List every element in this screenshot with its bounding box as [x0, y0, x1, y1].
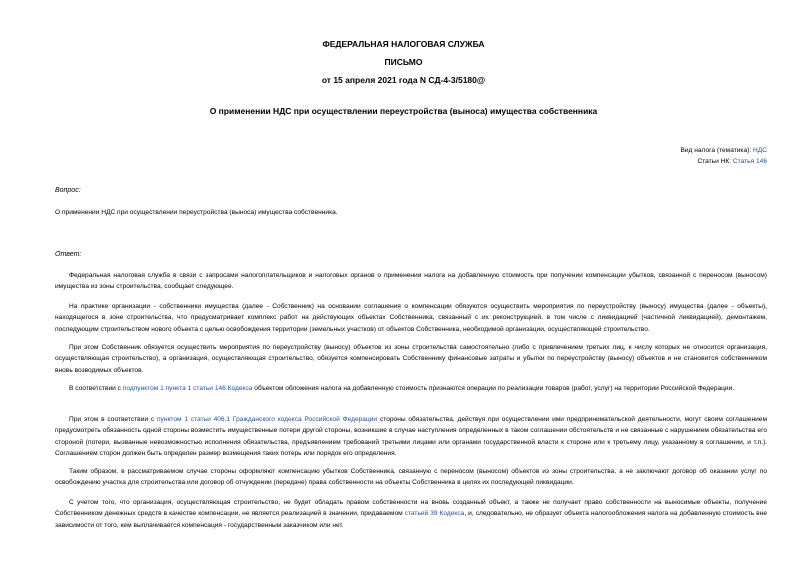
- p7-text-b: , и, следовательно, не образует объекта налогообложения налога на добавленную стоимость вне зависимости от того, кем выплачивается компенсация - государственным заказчиком или нет.: [55, 510, 767, 529]
- question-text: О применении НДС при осуществлении переустройства (выноса) имущества собственника.: [55, 209, 338, 216]
- doc-subject: О применении НДС при осуществлении переустройства (выноса) имущества собственника: [209, 106, 598, 116]
- answer-paragraph-5: [55, 414, 767, 459]
- tax-articles-line: [697, 158, 767, 165]
- agency-title: ФЕДЕРАЛЬНАЯ НАЛОГОВАЯ СЛУЖБА: [322, 39, 485, 49]
- tax-articles-link[interactable]: Статья 146: [732, 158, 767, 165]
- answer-paragraph-6: Таким образом, в рассматриваемом случае стороны оформляют компенсацию убытков Собственника, связанную с переносом (выносом) объектов из зоны строительства, а не заключают договор об оказании услуг по освобождению участка для строительства или договор об отчуждении (передаче) права собственности на объекты Собственника в целях их последующей ликвидации.: [55, 468, 767, 487]
- p4-text-b: объектом обложения налога на добавленную стоимость признаются операции по реализации товаров (работ, услуг) на территории Российской Федерации.: [252, 385, 735, 392]
- answer-paragraph-7: [55, 497, 767, 531]
- doc-date-number: от 15 апреля 2021 года N СД-4-3/5180@: [321, 75, 486, 85]
- p5-link[interactable]: пунктом 1 статьи 406.1 Гражданского кодекса Российской Федерации: [156, 416, 378, 423]
- p5-text-b: стороны обязательства, действуя при осуществлении ими предпринимательской деятельности, могут своим соглашением предусмотреть обязанность одной стороны возместить имущественные потери другой стороны, возникшие в случае наступления определенных в таком соглашении обстоятельств и не связанные с нарушением обязательства его стороной (потери, вызванные невозможностью исполнения обязательства, предъявлением требований третьими лицами или органами государственной власти к стороне или к третьему лицу, указанному в соглашении, и т.п.). Соглашением сторон должен быть определен размер возмещения таких потерь или порядок его определения.: [55, 416, 767, 457]
- tax-type-link[interactable]: НДС: [753, 147, 767, 154]
- p5-text-a: При этом в соответствии с: [69, 416, 157, 423]
- answer-paragraph-3: При этом Собственник обязуется осуществить мероприятия по переустройству (выносу) объектов из зоны строительства самостоятельно (либо с привлечением третьих лиц, к числу которых не относится организация, осуществляющая строительство), а организация, осуществляющая строительство, обязуется компенсировать Собственнику финансовые затраты и убытки по переустройству (выносу) объектов и не становится собственником вновь возводимых объектов.: [55, 344, 767, 374]
- p7-link[interactable]: статьей 39 Кодекса: [404, 510, 465, 518]
- doc-type: ПИСЬМО: [384, 57, 423, 67]
- p4-text-a: В соответствии с: [69, 385, 123, 392]
- question-label: Вопрос:: [55, 187, 81, 194]
- answer-label: Ответ:: [55, 251, 82, 258]
- answer-paragraph-4: [55, 383, 767, 394]
- answer-paragraph-1: Федеральная налоговая служба в связи с запросами налогоплательщиков и налоговых органов о применении налога на добавленную стоимость при получении компенсации убытков, связанной с переносом (выносом) имущества из зоны строительства, сообщает следующее.: [55, 272, 767, 291]
- tax-type-label: Вид налога (тематика):: [680, 147, 753, 154]
- p4-link[interactable]: подпунктом 1 пункта 1 статьи 146 Кодекса: [122, 385, 253, 392]
- tax-type-line: [680, 147, 767, 154]
- p7-text-a: С учетом того, что организация, осуществляющая строительство, не будет обладать правом собственности на вновь созданный объект, а также не получает право собственности на выносимые объекты, получение Собственником денежных средств в качестве компенсации, не является реализацией в значении, придаваемом: [55, 499, 767, 518]
- answer-paragraph-2: На практике организации - собственники имущества (далее - Собственник) на основании соглашения о компенсации обязуются осуществить мероприятия по переустройству (выносу) имущества (далее - объекты), находящегося в зоне строительства, что предусматривает комплекс работ на действующих объектах Собственника, связанный с их реконструкцией, в том числе с ликвидацией (частичной ликвидацией), демонтажем, последующим строительством нового объекта с целью освобождения территории (земельных участков) от объектов Собственника, необходимой организации, осуществляющей строительство.: [55, 303, 767, 333]
- tax-articles-label: Статьи НК:: [697, 158, 733, 165]
